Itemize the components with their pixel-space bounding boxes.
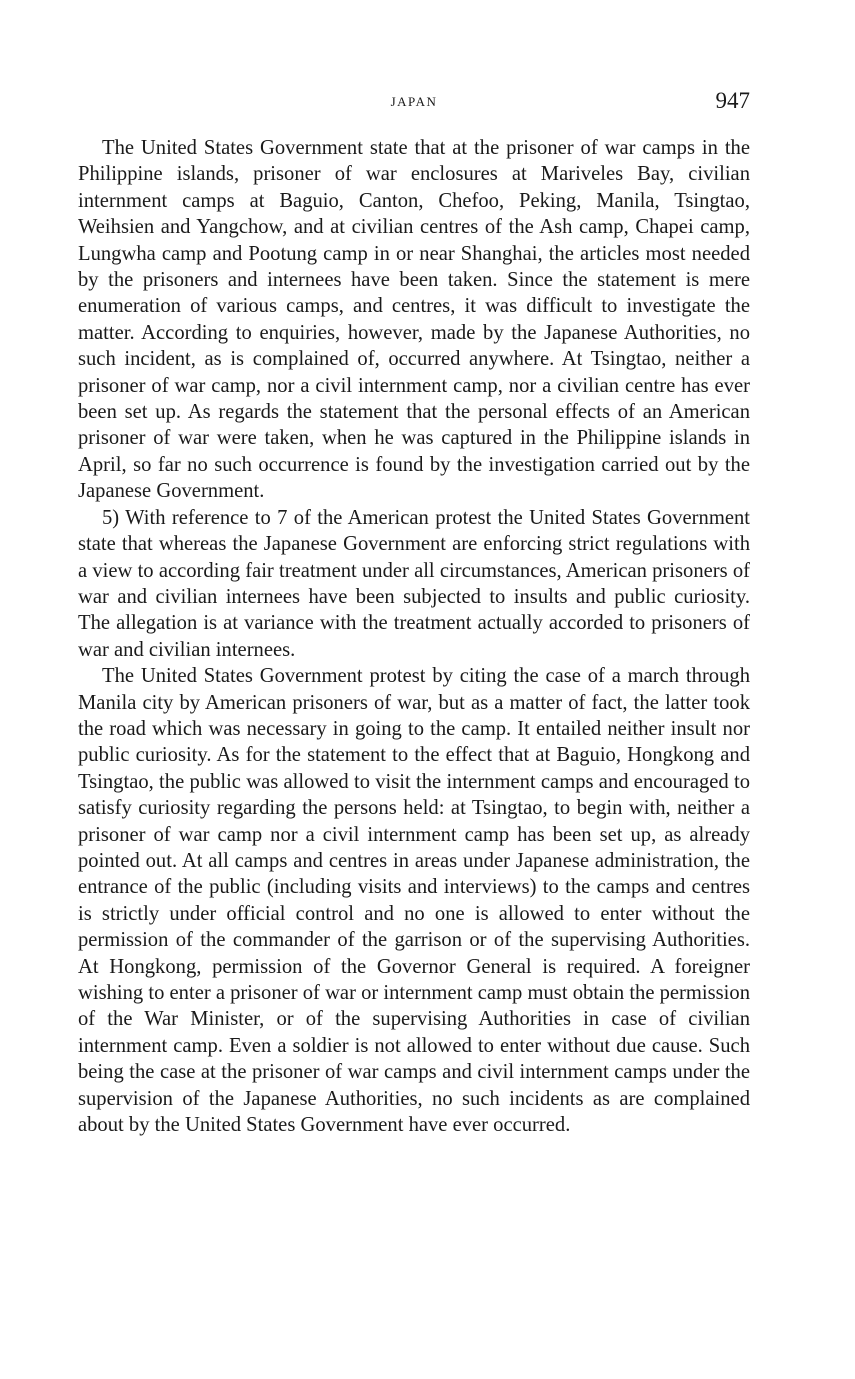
running-title: JAPAN: [390, 94, 438, 109]
page-number: 947: [715, 88, 750, 113]
paragraph-camps-articles: The United States Government state that at the prisoner of war camps in the Philippine islands, prisoner of war enclosures at Mariveles Bay, civilian internment camps at Baguio, Canton, Chefoo, Peking, Manila, Tsingtao, Weihsien and Yangchow, and at civilian centres of the Ash camp, Chapei camp, Lungwha camp and Pootung camp in or near Shanghai, the articles most needed by the prisoners and internees have been taken. Since the statement is mere enumeration of various camps, and centres, it was difficult to investigate the matter. According to enquiries, however, made by the Japanese Authorities, no such incident, as is complained of, occurred anywhere. At Tsingtao, neither a prisoner of war camp, nor a civil internment camp, nor a civilian centre has ever been set up. As regards the statement that the personal effects of an American prisoner of war were taken, when he was captured in the Philippine islands in April, so far no such occurrence is found by the investigation carried out by the Japanese Government.: [78, 137, 750, 503]
paragraph-manila-march: The United States Government protest by citing the case of a march through Manila city by American prisoners of war, but as a matter of fact, the latter took the road which was necessary in going to the camp. It entailed neither insult nor public curiosity. As for the statement to the effect that at Baguio, Hongkong and Tsingtao, the public was allowed to visit the internment camps and encouraged to satisfy curiosity regarding the persons held: at Tsingtao, to begin with, neither a prisoner of war camp nor a civil internment camp has been set up, as already pointed out. At all camps and centres in areas under Japanese administration, the entrance of the public (including visits and interviews) to the camps and centres is strictly under official control and no one is allowed to enter without the permission of the commander of the garrison or of the supervising Authorities. At Hongkong, permission of the Governor General is required. A foreigner wishing to enter a prisoner of war or internment camp must obtain the permission of the War Minister, or of the supervising Authorities in case of civilian internment camp. Even a soldier is not allowed to enter without due cause. Such being the case at the prisoner of war camps and civil internment camps under the supervision of the Japanese Authorities, no such incidents as are complained about by the United States Government have ever occurred.: [78, 665, 751, 1137]
paragraph-item-5-protest: 5) With reference to 7 of the American protest the United States Government state that whereas the Japanese Government are enforcing strict regulations with a view to according fair treatment under all circumstances, American prisoners of war and civilian internees have been subjected to insults and public curiosity. The allegation is at variance with the treatment actually accorded to prisoners of war and civilian internees.: [78, 506, 750, 661]
body-text: [78, 135, 750, 1138]
running-header: [78, 88, 750, 122]
